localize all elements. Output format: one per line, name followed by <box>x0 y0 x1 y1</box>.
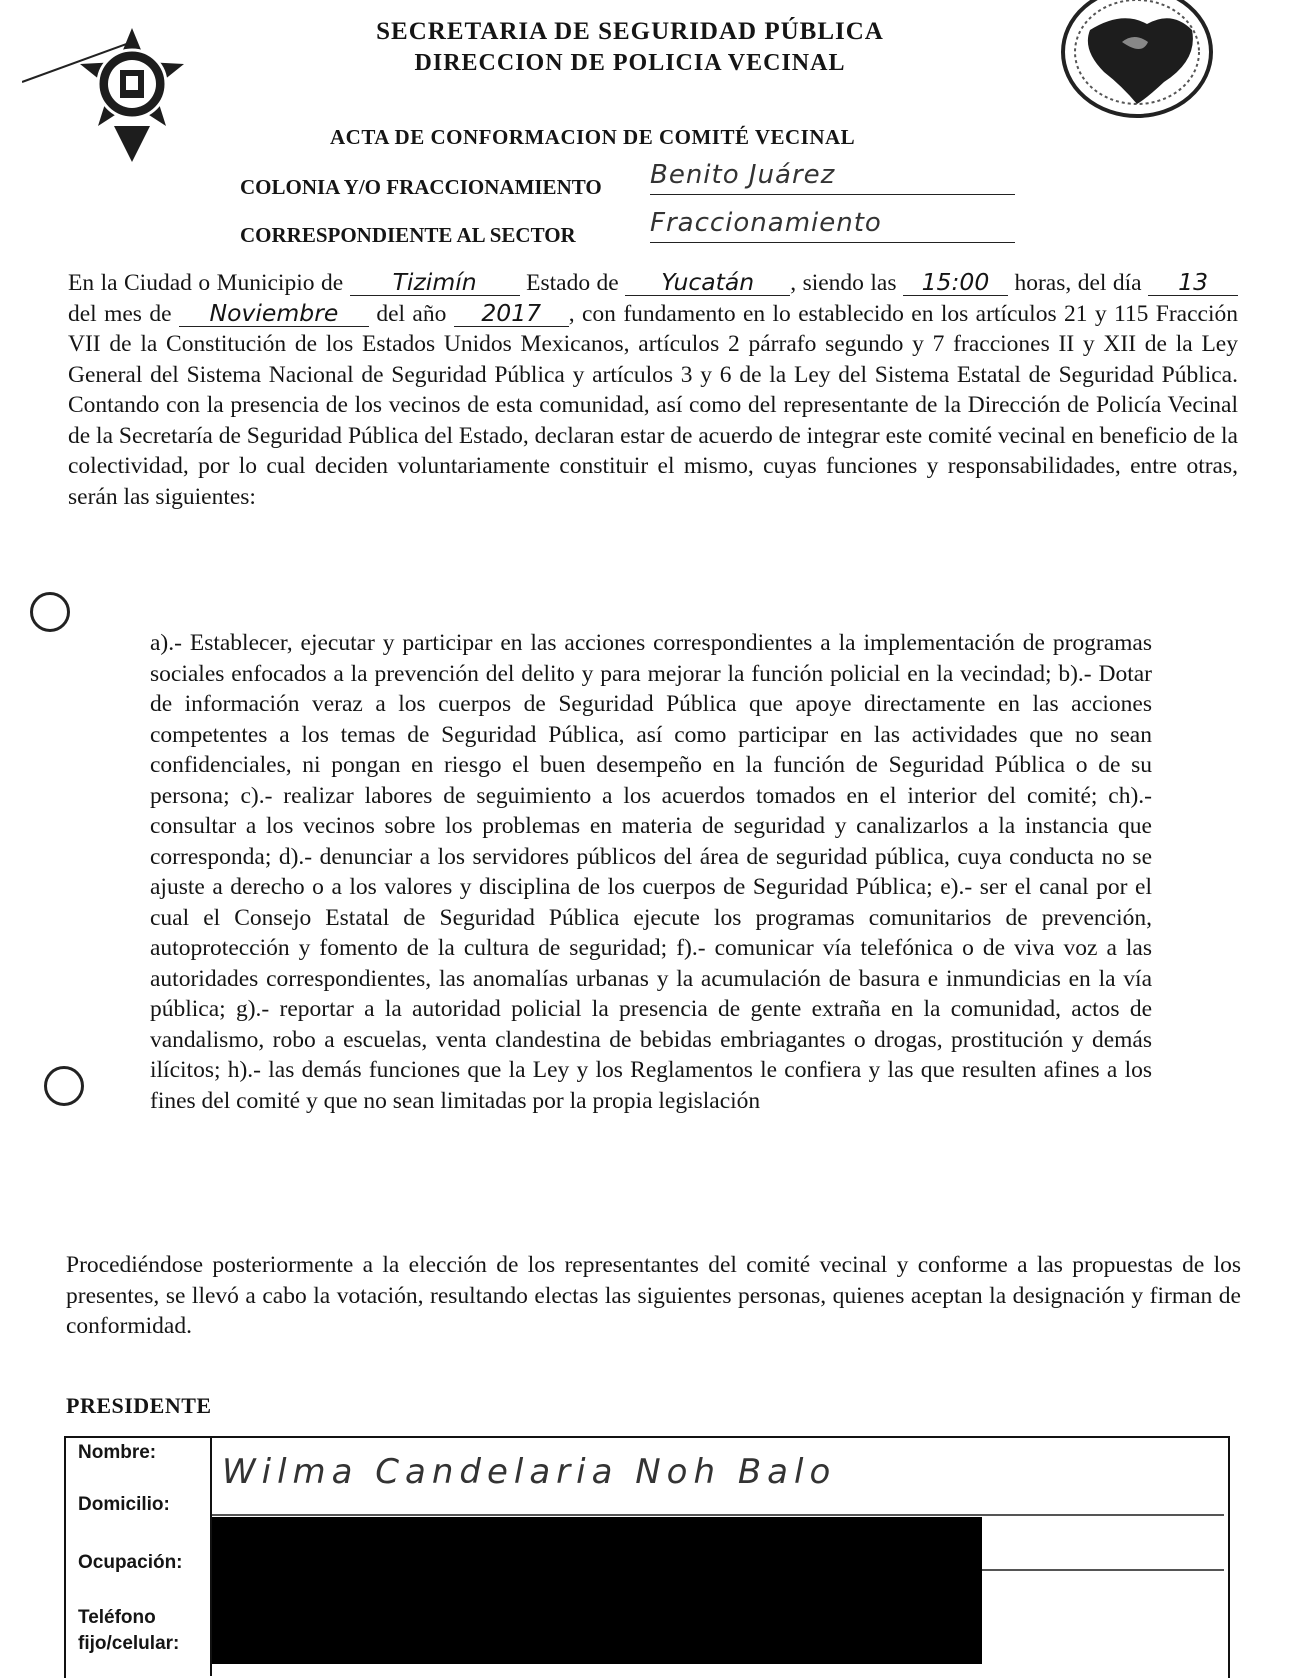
header-title-line1: SECRETARIA DE SEGURIDAD PÚBLICA <box>376 18 884 45</box>
colonia-field <box>650 160 1015 195</box>
document-title: ACTA DE CONFORMACION DE COMITÉ VECINAL <box>330 125 856 149</box>
header-title-line2: DIRECCION DE POLICIA VECINAL <box>414 50 846 76</box>
estado-value: Yucatán <box>625 269 790 296</box>
intro-text-5: del mes de <box>68 300 172 327</box>
intro-text-2: Estado de <box>526 270 619 296</box>
domicilio-label: Domicilio: <box>78 1494 170 1515</box>
punch-hole <box>44 1066 84 1106</box>
colonia-label: COLONIA Y/O FRACCIONAMIENTO <box>240 175 602 199</box>
redaction-block <box>212 1517 982 1664</box>
ocupacion-label: Ocupación: <box>78 1552 183 1573</box>
sector-field <box>650 208 1015 243</box>
sector-label: CORRESPONDIENTE AL SECTOR <box>240 223 576 247</box>
hora-value: 15:00 <box>903 269 1008 296</box>
intro-text-3: , siendo las <box>790 270 897 296</box>
telefono-label: Teléfono fijo/celular: <box>78 1607 180 1654</box>
election-paragraph: Procediéndose posteriormente a la elección de los representantes del comité vecinal y conforme a las propuestas de los presentes, se llevó a cabo la votación, resultando electas las siguientes personas, quienes aceptan la designación y firman de conformidad. <box>66 1252 1241 1339</box>
intro-text-7: , con fundamento en lo establecido en los artículos 21 y 115 Fracción VII de la Constitución de los Estados Unidos Mexicanos, artículos 2 párrafo segundo y 7 fracciones II y XII de la Ley General del Sistema Nacional de Seguridad Pública y artículos 3 y 6 de la Ley del Sistema Estatal de Seguridad Pública. Contando con la presencia de los vecinos de esta comunidad, así como del representante de la Dirección de Policía Vecinal de la Secretaría de Seguridad Pública del Estado, declaran estar de acuerdo de integrar este comité vecinal en beneficio de la colectividad, por lo cual deciden voluntariamente constituir el mismo, cuyas funciones y responsabilidades, entre otras, serán las siguientes: <box>68 300 1238 510</box>
intro-text-1: En la Ciudad o Municipio de <box>68 270 344 296</box>
nombre-label: Nombre: <box>78 1442 157 1463</box>
punch-hole <box>30 592 70 632</box>
colonia-value: Benito Juárez <box>650 160 836 190</box>
duties-paragraph: a).- Establecer, ejecutar y participar en las acciones correspondientes a la implementación de programas sociales enfocados a la prevención del delito y para mejorar la función policial en la vecindad; b).- Dotar de información veraz a los cuerpos de Seguridad Pública que apoye directamente en las acciones competentes a los temas de Seguridad Pública, así como participar en las actividades que no sean confidenciales, ni pongan en riesgo el buen desempeño en la función de Seguridad Pública o de su persona; c).- realizar labores de seguimiento a los acuerdos tomados en el interior del comité; ch).- consultar a los vecinos sobre los problemas en materia de seguridad y canalizarlos a la instancia que corresponda; d).- denunciar a los servidores públicos del área de seguridad pública, cuya conducta no se ajuste a derecho o a los valores y disciplina de los cuerpos de Seguridad Pública; e).- ser el canal por el cual el Consejo Estatal de Seguridad Pública ejecute los programas comunitarios de prevención, autoprotección y fomento de la cultura de seguridad; f).- comunicar vía telefónica o de viva voz a las autoridades correspondientes, las anomalías urbanas y la acumulación de basura e inmundicias en la vía pública; g).- reportar a la autoridad policial la presencia de gente extraña en la comunidad, actos de vandalismo, robo a escuelas, venta clandestina de bebidas embriagantes o drogas, prostitución y demás ilícitos; h).- las demás funciones que la Ley y los Reglamentos le confiera y las que resulten afines a los fines del comité y que no sean limitadas por la propia legislación <box>150 630 1152 1114</box>
municipio-value: Tizimín <box>350 269 520 296</box>
sector-value: Fraccionamiento <box>650 208 882 238</box>
table-row-line <box>982 1569 1224 1571</box>
state-seal-icon <box>1052 0 1222 126</box>
intro-paragraph <box>68 268 1238 512</box>
president-heading: PRESIDENTE <box>66 1393 212 1418</box>
table-row-line <box>212 1514 1224 1516</box>
mes-value: Noviembre <box>179 300 369 327</box>
police-star-badge-icon <box>22 22 212 172</box>
anio-value: 2017 <box>454 300 569 327</box>
dia-value: 13 <box>1148 269 1238 296</box>
nombre-value: Wilma Candelaria Noh Balo <box>222 1452 837 1492</box>
intro-text-4: horas, del día <box>1014 270 1142 296</box>
intro-text-6: del año <box>376 300 447 327</box>
